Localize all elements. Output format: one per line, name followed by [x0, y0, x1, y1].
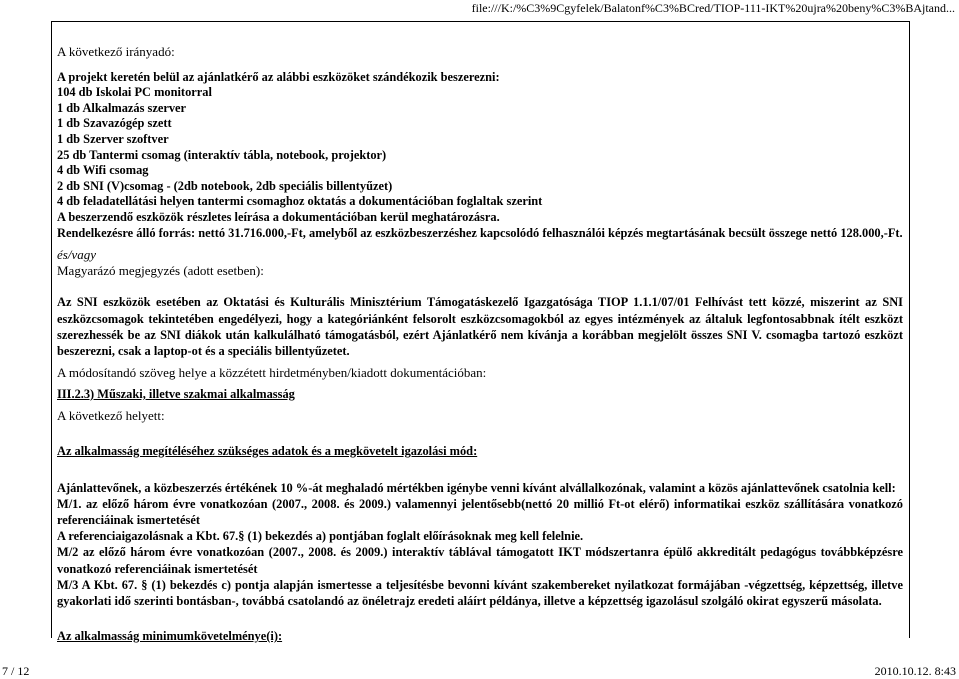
line-10: Rendelkezésre álló forrás: nettó 31.716.000,-Ft, amelyből az eszközbeszerzéshez kapcsolódó felhasználói képzés megtartásának becsült összege nettó 128.000,-Ft.: [57, 225, 903, 240]
es-vagy: és/vagy: [57, 247, 96, 263]
line-5: 25 db Tantermi csomag (interaktív tábla, notebook, projektor): [57, 147, 387, 162]
suitability-paragraph-3: M/2 az előző három évre vonatkozóan (2007., 2008. és 2009.) interaktív táblával támogatott IKT módszertanra épülő akkreditált pedagógus továbbképzésre vonatkozó referenciáinak ismertetését: [57, 545, 903, 576]
explanation-label: Magyarázó megjegyzés (adott esetben):: [57, 262, 264, 278]
line-8: 4 db feladatellátási helyen tantermi csomaghoz oktatás a dokumentációban foglaltak szerint: [57, 194, 543, 209]
modify-location: A módosítandó szöveg helye a közzétett hirdetményben/kiadott dokumentációban:: [57, 365, 487, 381]
suitability-paragraph-0: Ajánlattevőnek, a közbeszerzés értékének 10 %-át meghaladó mértékben igénybe venni kívánt alvállalkozónak, valamint a közös ajánlattevőnek csatolnia kell:: [57, 480, 896, 495]
print-header-url: file:///K:/%C3%9Cgyfelek/Balatonf%C3%BCred/TIOP-111-IKT%20ujra%20beny%C3%BAjtand...: [471, 1, 955, 15]
equipment-list: [57, 70, 903, 242]
suitability-body: [57, 480, 903, 610]
suitability-paragraph-2: A referenciaigazolásnak a Kbt. 67.§ (1) bekezdés a) pontjában foglalt előírásoknak meg kell felelnie.: [57, 529, 584, 544]
line-3: 1 db Szavazógép szett: [57, 116, 172, 131]
label-direction: A következő irányadó:: [57, 44, 175, 59]
line-0: A projekt keretén belül az ajánlatkérő az alábbi eszközöket szándékozik beszerezni:: [57, 69, 500, 84]
minimum-heading: Az alkalmasság minimumkövetelménye(i):: [57, 629, 283, 644]
suitability-paragraph-4: M/3 A Kbt. 67. § (1) bekezdés c) pontja alapján ismertesse a teljesítésbe bevonni kívánt szakembereket nyilatkozat formájában -végzettség, képzettség, illetve gyakorlati idő szerinti bontásban-, továbbá csatolandó az önéletrajz eredeti aláírt példánya, illetve a képzettség igazolásul szolgáló okirat egyszerű másolata.: [57, 577, 903, 608]
line-2: 1 db Alkalmazás szerver: [57, 100, 187, 115]
line-4: 1 db Szerver szoftver: [57, 131, 169, 146]
suitability-heading: Az alkalmasság megítéléséhez szükséges adatok és a megkövetelt igazolási mód:: [57, 443, 478, 458]
explanation-text: Az SNI eszközök esetében az Oktatási és Kulturális Minisztérium Támogatáskezelő Igazgatósága TIOP 1.1.1/07/01 Felhívást tett közzé, miszerint az SNI eszközcsomagok tekintetében engedélyezi, hogy a kategóriánként felsorolt eszközcsomagokból az egyes intézmények az általuk legfontosabbnak ítélt eszközt szerezhessék be az SNI diákok után kalkulálható támogatásból, ezért Ajánlatkérő nem kívánja a korábban megjelölt összes SNI V. csomagba tartozó eszközt beszerezni, csak a laptop-ot és a speciális billentyűzetet.: [57, 295, 903, 358]
print-datetime: 2010.10.12. 8:43: [874, 664, 956, 678]
suitability-paragraph-1: M/1. az előző három évre vonatkozóan (2007., 2008. és 2009.) valamennyi jelentősebb(nettó 20 millió Ft-ot elérő) informatikai eszköz szállítására vonatkozó referenciáinak ismertetését: [57, 496, 903, 527]
label-instead: A következő helyett:: [57, 408, 165, 424]
page-number: 7 / 12: [2, 664, 30, 678]
section-ref: III.2.3) Műszaki, illetve szakmai alkalmasság: [57, 386, 295, 401]
line-9: A beszerzendő eszközök részletes leírása a dokumentációban kerül meghatározásra.: [57, 209, 500, 224]
line-6: 4 db Wifi csomag: [57, 163, 149, 178]
line-1: 104 db Iskolai PC monitorral: [57, 85, 212, 100]
document-content: [57, 44, 903, 645]
line-7: 2 db SNI (V)csomag - (2db notebook, 2db speciális billentyűzet): [57, 178, 393, 193]
